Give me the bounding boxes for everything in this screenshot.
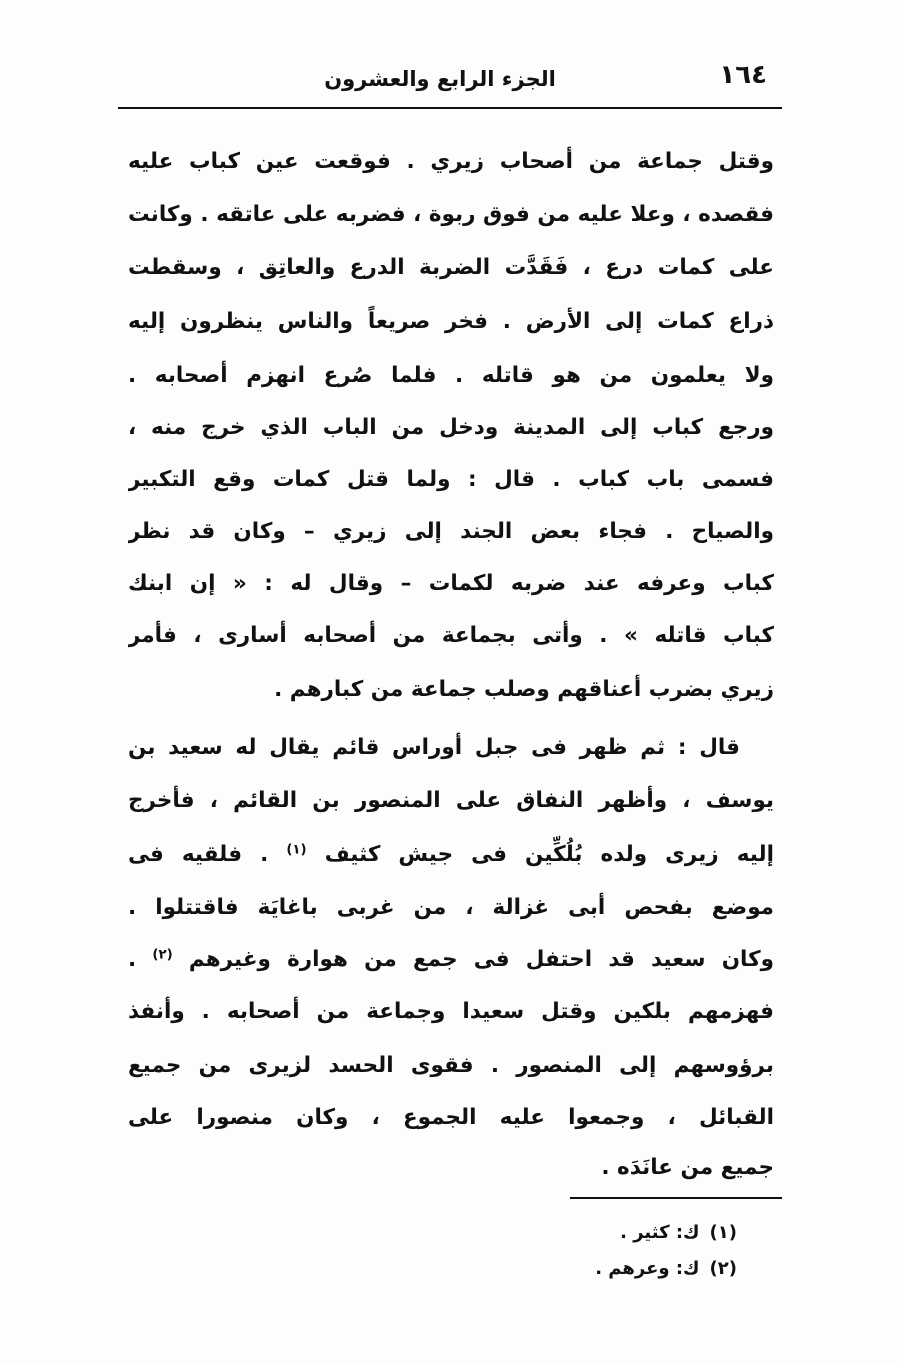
text-line bbox=[128, 938, 774, 982]
text-segment: إليه زيرى ولده بُلُكِّين فى جيش كثيف bbox=[306, 842, 774, 867]
footnote-marker: (٢) bbox=[709, 1258, 737, 1279]
text-line: ولا يعلمون من هو قاتله . فلما صُرع انهزم أصحابه . bbox=[128, 363, 774, 388]
text-segment: وكان سعيد قد احتفل فى جمع من هوارة وغيرهم bbox=[172, 947, 774, 972]
footnote bbox=[437, 1255, 737, 1283]
text-line: فهزمهم بلكين وقتل سعيدا وجماعة من أصحابه . وأنفذ bbox=[128, 999, 774, 1024]
text-line: ذراع كمات إلى الأرض . فخر صريعاً والناس ينظرون إليه bbox=[128, 309, 774, 334]
footnote-text: ك: وعرهم . bbox=[595, 1258, 700, 1279]
text-line: يوسف ، وأظهر النفاق على المنصور بن القائم ، فأخرج bbox=[128, 788, 774, 813]
text-line: فسمى باب كباب . قال : ولما قتل كمات وقع التكبير bbox=[128, 467, 774, 492]
text-line: قال : ثم ظهر فى جبل أوراس قائم يقال له سعيد بن bbox=[128, 735, 740, 760]
running-head: الجزء الرابع والعشرون bbox=[324, 67, 556, 91]
text-line: موضع بفحص أبى غزالة ، من غربى باغايَة فاقتتلوا . bbox=[128, 895, 774, 920]
text-segment: . فلقيه فى bbox=[128, 842, 287, 867]
footnote-marker: (١) bbox=[709, 1222, 737, 1243]
text-line: على كمات درع ، فَقَدَّت الضربة الدرع والعاتِق ، وسقطت bbox=[128, 255, 774, 280]
text-line: القبائل ، وجمعوا عليه الجموع ، وكان منصورا على bbox=[128, 1105, 774, 1130]
text-line bbox=[128, 833, 774, 877]
text-line: وقتل جماعة من أصحاب زيري . فوقعت عين كباب عليه bbox=[128, 149, 774, 174]
header-rule bbox=[118, 107, 782, 109]
text-segment: . bbox=[128, 947, 153, 972]
text-line: برؤوسهم إلى المنصور . فقوى الحسد لزيرى من جميع bbox=[128, 1053, 774, 1078]
text-line: كباب وعرفه عند ضربه لكمات – وقال له : « إن ابنك bbox=[128, 571, 774, 596]
footnote-separator bbox=[570, 1197, 782, 1199]
text-line: والصياح . فجاء بعض الجند إلى زيري – وكان قد نظر bbox=[128, 519, 774, 544]
page-number: ١٦٤ bbox=[719, 60, 767, 90]
footnote bbox=[437, 1219, 737, 1247]
text-line: جميع من عانَدَه . bbox=[601, 1155, 774, 1180]
footnote-reference: (٢) bbox=[152, 947, 173, 963]
footnote-reference: (١) bbox=[286, 842, 307, 858]
text-line: فقصده ، وعلا عليه من فوق ربوة ، فضربه على عاتقه . وكانت bbox=[128, 202, 774, 227]
text-line: ورجع كباب إلى المدينة ودخل من الباب الذي خرج منه ، bbox=[128, 415, 774, 440]
text-line: زيري بضرب أعناقهم وصلب جماعة من كبارهم . bbox=[274, 677, 774, 702]
footnote-text: ك: كثير . bbox=[620, 1222, 700, 1243]
text-line: كباب قاتله » . وأتى بجماعة من أصحابه أسارى ، فأمر bbox=[128, 623, 774, 648]
